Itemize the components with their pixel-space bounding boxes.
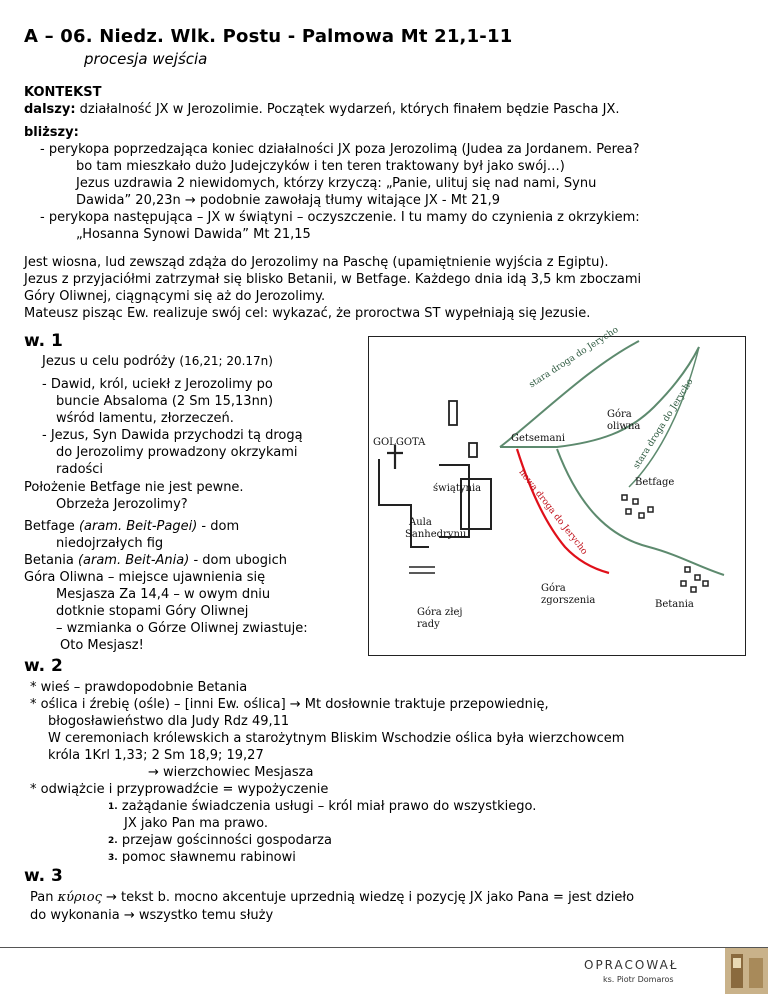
item-text: zażądanie świadczenia usługi – król miał prawo do wszystkiego. (121, 799, 537, 814)
church-interior-icon (725, 948, 768, 994)
w2-line: → wierzchowiec Mesjasza (148, 765, 314, 780)
w1-heading: w. 1 (24, 331, 63, 351)
betfage-houses-icon (622, 495, 653, 518)
map-label-stara-droga: stara droga do Jerycho (631, 377, 696, 471)
map-label-gora-zgorszenia: Góra (541, 583, 566, 594)
item-number: 1. (108, 802, 118, 812)
map-label-aula: Sanhedrynu (405, 529, 467, 540)
w3-greek: κύριος (57, 890, 102, 905)
w1-ref: (16,21; 20.17n) (179, 354, 273, 368)
w2-numbered-item (124, 815, 268, 833)
w2-numbered-item (108, 849, 296, 867)
betania-rest: - dom ubogich (189, 553, 287, 568)
item-number: 2. (108, 836, 118, 846)
w1-line (42, 352, 273, 371)
betania-aram: (aram. Beit-Ania) (77, 553, 190, 568)
map-label-nowa-droga: nowa droga do Jerycho (516, 467, 590, 557)
blizszy-line: bo tam mieszkało dużo Judejczyków i ten teren traktowany był jako swój…) (76, 159, 565, 174)
w1-line: radości (56, 462, 104, 477)
dalszy-text: działalność JX w Jerozolimie. Początek wydarzeń, których finałem będzie Pascha JX. (75, 102, 620, 117)
w1-betania (24, 552, 287, 570)
blizszy-line: „Hosanna Synowi Dawida” Mt 21,15 (76, 227, 311, 242)
w1-text: Jezus u celu podróży (42, 354, 180, 369)
map-label-gora-zgorszenia: zgorszenia (541, 595, 596, 606)
w1-line: niedojrzałych fig (56, 536, 164, 551)
map-label-gora-zlej-rady: rady (417, 619, 440, 630)
betfage-aram: (aram. Beit-Pagei) (78, 519, 198, 534)
map-label-gora-oliwna: oliwna (607, 421, 641, 432)
item-text: JX jako Pan ma prawo. (124, 816, 269, 831)
item-text: przejaw gościnności gospodarza (121, 833, 332, 848)
w3-pan: Pan (30, 890, 58, 905)
bridge (409, 567, 435, 573)
map-label-gora-zlej-rady: Góra złej (417, 607, 463, 618)
intro-line: Mateusz pisząc Ew. realizuje swój cel: wykazać, że proroctwa ST wypełniają się Jezusie. (24, 306, 591, 321)
betfage-name: Betfage (24, 519, 79, 534)
kontekst-dalszy (24, 101, 620, 119)
kontekst-heading: KONTEKST (24, 85, 102, 100)
footer-author-name: ks. Piotr Domaros (603, 975, 674, 984)
intro-line: Jest wiosna, lud zewsząd zdąża do Jerozolimy na Paschę (upamiętnienie wyjścia z Egiptu). (24, 255, 609, 270)
w1-line: do Jerozolimy prowadzony okrzykami (56, 445, 298, 460)
intro-line: Jezus z przyjaciółmi zatrzymał się blisko Betanii, w Betfage. Każdego dnia idą 3,5 km zboczami (24, 272, 642, 287)
w1-line: Położenie Betfage nie jest pewne. (24, 480, 244, 495)
w1-line: - Dawid, król, uciekł z Jerozolimy po (42, 377, 273, 392)
blizszy-line: Dawida” 20,23n → podobnie zawołają tłumy witające JX - Mt 21,9 (76, 193, 501, 208)
w3-line: do wykonania → wszystko temu służy (30, 908, 274, 923)
w1-line: Góra Oliwna – miejsce ujawnienia się (24, 570, 266, 585)
w3-heading: w. 3 (24, 866, 63, 886)
betfage-rest: - dom (197, 519, 240, 534)
old-road-getsemani (500, 347, 699, 447)
w2-line: króla 1Krl 1,33; 2 Sm 18,9; 19,27 (48, 748, 264, 763)
w2-numbered-item (108, 798, 536, 816)
page-subtitle: procesja wejścia (84, 50, 208, 68)
map-label-aula: Aula (409, 517, 432, 528)
w1-line: buncie Absaloma (2 Sm 15,13nn) (56, 394, 274, 409)
blizszy-line: Jezus uzdrawia 2 niewidomych, którzy krzyczą: „Panie, ulituj się nad nami, Synu (76, 176, 597, 191)
w2-line: * wieś – prawdopodobnie Betania (30, 680, 248, 695)
w2-line: W ceremoniach królewskich a starożytnym Bliskim Wschodzie oślica była wierzchowcem (48, 731, 625, 746)
w3-line (30, 889, 634, 907)
w1-betfage (24, 518, 239, 536)
footer-author-label: OPRACOWAŁ (584, 958, 679, 972)
item-text: pomoc sławnemu rabinowi (121, 850, 296, 865)
w1-line: Obrzeża Jerozolimy? (56, 497, 188, 512)
w2-line: błogosławieństwo dla Judy Rdz 49,11 (48, 714, 290, 729)
tower (449, 401, 457, 425)
map-label-gora-oliwna: Góra (607, 409, 632, 420)
jerusalem-map (368, 325, 746, 656)
w2-line: * odwiążcie i przyprowadźcie = wypożyczenie (30, 782, 329, 797)
w1-line: – wzmianka o Górze Oliwnej zwiastuje: (56, 621, 308, 636)
blizszy-label: bliższy: (24, 125, 79, 140)
w1-line: - Jezus, Syn Dawida przychodzi tą drogą (42, 428, 303, 443)
blizszy-line: - perykopa następująca – JX w świątyni – oczyszczenie. I tu mamy do czynienia z okrzykiem: (40, 210, 640, 225)
betania-houses-icon (681, 567, 708, 592)
map-label-golgota: GOLGOTA (373, 437, 426, 448)
betania-name: Betania (24, 553, 78, 568)
page-title: A – 06. Niedz. Wlk. Postu - Palmowa Mt 21,1-11 (24, 26, 513, 47)
footer-divider (0, 947, 768, 948)
w1-line: wśród lamentu, złorzeczeń. (56, 411, 234, 426)
new-road (517, 449, 609, 573)
map-label-betfage: Betfage (635, 477, 675, 488)
dalszy-label: dalszy: (24, 102, 76, 117)
map-label-getsemani: Getsemani (511, 433, 566, 444)
map-label-stara-droga: stara droga do Jerycho (527, 325, 621, 391)
blizszy-line: - perykopa poprzedzająca koniec działalności JX poza Jerozolimą (Judea za Jordanem. Perea? (40, 142, 640, 157)
item-number: 3. (108, 853, 118, 863)
w1-line: Oto Mesjasz! (60, 638, 144, 653)
footer-church-image (725, 948, 768, 994)
map-label-swiatynia: świątynia (433, 483, 482, 494)
w2-heading: w. 2 (24, 656, 63, 676)
map-label-betania: Betania (655, 599, 694, 610)
w1-line: Mesjasza Za 14,4 – w owym dniu (56, 587, 271, 602)
w3-rest: → tekst b. mocno akcentuje uprzednią wiedzę i pozycję JX jako Pana = jest dzieło (101, 890, 635, 905)
w1-line: dotknie stopami Góry Oliwnej (56, 604, 249, 619)
w2-line: * oślica i źrebię (ośle) – [inni Ew. oślica] → Mt dosłownie traktuje przepowiednię, (30, 697, 549, 712)
w2-numbered-item (108, 832, 332, 850)
intro-line: Góry Oliwnej, ciągnącymi się aż do Jerozolimy. (24, 289, 326, 304)
tower-small (469, 443, 477, 457)
